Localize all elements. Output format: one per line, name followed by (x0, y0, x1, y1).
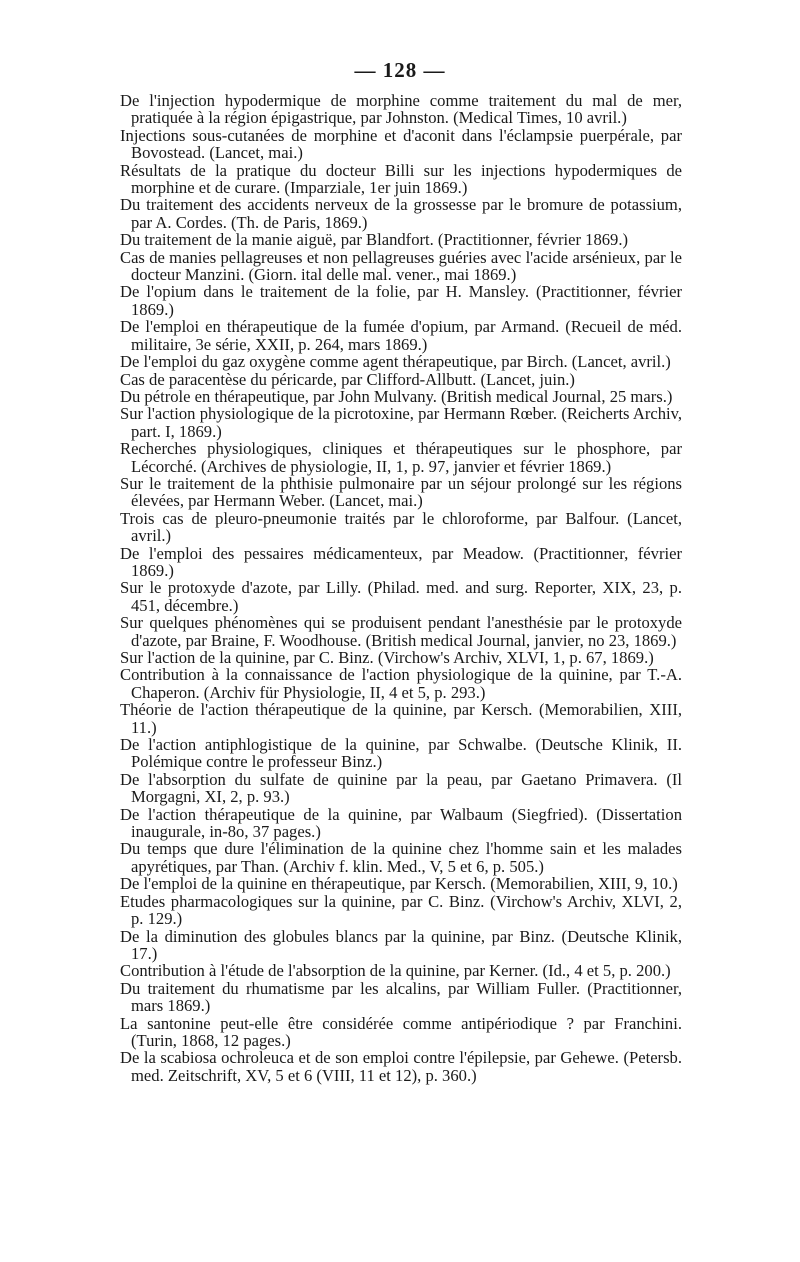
bibliography-entry: Du pétrole en thérapeutique, par John Mulvany. (British medical Journal, 25 mars.) (120, 386, 673, 406)
bibliography-entry: De l'emploi des pessaires médicamenteux, par Meadow. (Practitionner, février 1869.) (120, 543, 682, 580)
bibliography-entry: De la diminution des globules blancs par la quinine, par Binz. (Deutsche Klinik, 17.) (120, 926, 682, 963)
bibliography-entry: Etudes pharmacologiques sur la quinine, par C. Binz. (Virchow's Archiv, XLVI, 2, p. 129.) (120, 891, 682, 929)
bibliography-entry: De l'emploi en thérapeutique de la fumée d'opium, par Armand. (Recueil de méd. militaire, 3e série, XXII, p. 264, mars 1869.) (120, 317, 682, 354)
bibliography-entry: De la scabiosa ochroleuca et de son emploi contre l'épilepsie, par Gehewe. (Petersb. med. Zeitschrift, XV, 5 et 6 (VIII, 11 et 12), p. 360.) (120, 1048, 682, 1085)
bibliography-entry: Du traitement de la manie aiguë, par Blandfort. (Practitionner, février 1869.) (120, 230, 629, 250)
bibliography-entry: Du temps que dure l'élimination de la quinine chez l'homme sain et les malades apyrétiques, par Than. (Archiv f. klin. Med., V, 5 et 6, p. 505.) (120, 839, 682, 876)
bibliography-entry: Sur quelques phénomènes qui se produisent pendant l'anesthésie par le protoxyde d'azote, par Braine, F. Woodhouse. (British medical Journal, janvier, no 23, 1869.) (120, 613, 682, 650)
bibliography-entry: Du traitement du rhumatisme par les alcalins, par William Fuller. (Practitionner, mars 1869.) (120, 978, 682, 1016)
bibliography-entry: La santonine peut-elle être considérée comme antipériodique ? par Franchini. (Turin, 1868, 12 pages.) (120, 1013, 682, 1050)
bibliography-entry: Sur le traitement de la phthisie pulmonaire par un séjour prolongé sur les régions élevées, par Hermann Weber. (Lancet, mai.) (120, 473, 682, 511)
bibliography-entry: Trois cas de pleuro-pneumonie traités par le chloroforme, par Balfour. (Lancet, avril.) (120, 508, 682, 546)
bibliography-entry: Résultats de la pratique du docteur Billi sur les injections hypodermiques de morphine et de curare. (Imparziale, 1er juin 1869.) (120, 160, 682, 198)
bibliography-entry: Du traitement des accidents nerveux de la grossesse par le bromure de potassium, par A. Cordes. (Th. de Paris, 1869.) (120, 195, 682, 232)
bibliography-entry: Cas de manies pellagreuses et non pellagreuses guéries avec l'acide arsénieux, par le docteur Manzini. (Giorn. ital delle mal. vener., mai 1869.) (120, 247, 682, 285)
bibliography-entry: Injections sous-cutanées de morphine et d'aconit dans l'éclampsie puerpérale, par Bovostead. (Lancet, mai.) (120, 125, 682, 163)
bibliography-entry: Contribution à la connaissance de l'action physiologique de la quinine, par T.-A. Chaperon. (Archiv für Physiologie, II, 4 et 5, p. 293.) (120, 665, 682, 702)
bibliography-entry: De l'emploi du gaz oxygène comme agent thérapeutique, par Birch. (Lancet, avril.) (120, 352, 671, 372)
page-number: — 128 — (354, 58, 446, 82)
bibliography-entry: Sur le protoxyde d'azote, par Lilly. (Philad. med. and surg. Reporter, XIX, 23, p. 451, décembre.) (120, 578, 682, 615)
bibliography-list (120, 92, 682, 1084)
bibliography-entry: De l'absorption du sulfate de quinine par la peau, par Gaetano Primavera. (Il Morgagni, XI, 2, p. 93.) (120, 769, 682, 807)
bibliography-entry: De l'action antiphlogistique de la quinine, par Schwalbe. (Deutsche Klinik, II. Polémique contre le professeur Binz.) (120, 735, 682, 772)
bibliography-entry: Recherches physiologiques, cliniques et thérapeutiques sur le phosphore, par Lécorché. (Archives de physiologie, II, 1, p. 97, janvier et février 1869.) (120, 439, 682, 476)
bibliography-entry: Cas de paracentèse du péricarde, par Clifford-Allbutt. (Lancet, juin.) (120, 369, 575, 389)
bibliography-entry: De l'action thérapeutique de la quinine, par Walbaum (Siegfried). (Dissertation inaugurale, in-8o, 37 pages.) (120, 804, 682, 842)
bibliography-entry: Sur l'action physiologique de la picrotoxine, par Hermann Rœber. (Reicherts Archiv, part. I, 1869.) (120, 404, 682, 441)
bibliography-entry: Sur l'action de la quinine, par C. Binz. (Virchow's Archiv, XLVI, 1, p. 67, 1869.) (120, 648, 654, 667)
bibliography-entry: Contribution à l'étude de l'absorption de la quinine, par Kerner. (Id., 4 et 5, p. 200.) (120, 961, 671, 981)
bibliography-entry: Théorie de l'action thérapeutique de la quinine, par Kersch. (Memorabilien, XIII, 11.) (120, 700, 682, 737)
bibliography-entry: De l'injection hypodermique de morphine comme traitement du mal de mer, pratiquée à la région épigastrique, par Johnston. (Medical Times, 10 avril.) (120, 91, 682, 128)
bibliography-entry: De l'emploi de la quinine en thérapeutique, par Kersch. (Memorabilien, XIII, 9, 10.) (120, 874, 678, 894)
bibliography-entry: De l'opium dans le traitement de la folie, par H. Mansley. (Practitionner, février 1869.) (120, 282, 682, 319)
